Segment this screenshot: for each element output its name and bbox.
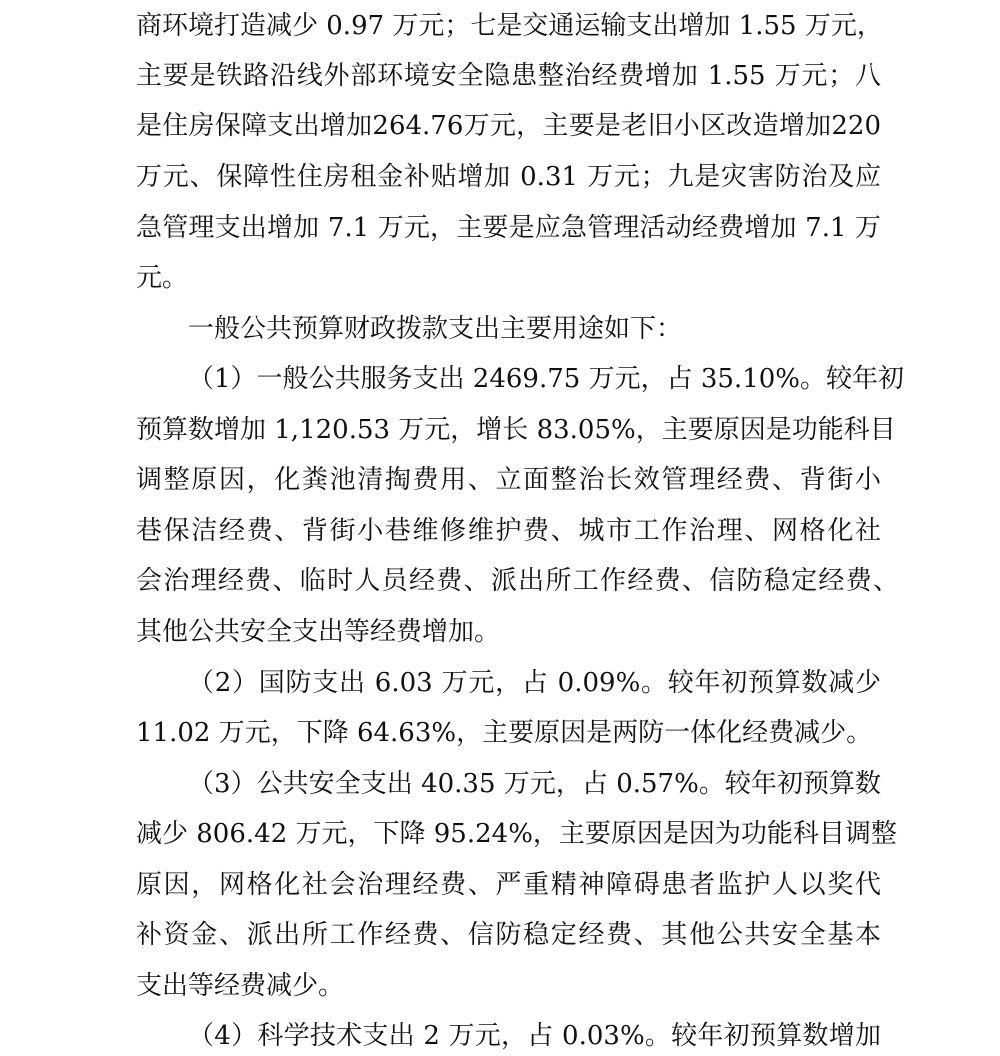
text-line: 减少 806.42 万元，下降 95.24%，主要原因是因为功能科目调整 — [136, 819, 897, 849]
text-line: 其他公共安全支出等经费增加。 — [136, 617, 501, 647]
text-line: 调整原因，化粪池清掏费用、立面整治长效管理经费、背街小 — [136, 465, 881, 495]
text-line: 急管理支出增加 7.1 万元，主要是应急管理活动经费增加 7.1 万 — [136, 213, 881, 243]
text-line: （2）国防支出 6.03 万元，占 0.09%。较年初预算数减少 — [188, 668, 881, 698]
text-line: 11.02 万元，下降 64.63%，主要原因是两防一体化经费减少。 — [136, 718, 873, 748]
text-line: 巷保洁经费、背街小巷维修维护费、城市工作治理、网格化社 — [136, 516, 881, 546]
text-line: （3）公共安全支出 40.35 万元，占 0.57%。较年初预算数 — [188, 769, 881, 799]
text-line: 商环境打造减少 0.97 万元；七是交通运输支出增加 1.55 万元， — [136, 11, 883, 41]
text-line: 补资金、派出所工作经费、信防稳定经费、其他公共安全基本 — [136, 920, 881, 950]
text-line: （4）科学技术支出 2 万元，占 0.03%。较年初预算数增加 — [188, 1021, 881, 1051]
text-line: 原因，网格化社会治理经费、严重精神障碍患者监护人以奖代 — [136, 870, 881, 900]
text-line: 是住房保障支出增加264.76万元，主要是老旧小区改造增加220 — [136, 111, 881, 141]
text-line: （1）一般公共服务支出 2469.75 万元，占 35.10%。较年初 — [188, 364, 904, 394]
text-line: 会治理经费、临时人员经费、派出所工作经费、信防稳定经费、 — [136, 566, 899, 596]
section-heading: 一般公共预算财政拨款支出主要用途如下： — [188, 314, 683, 344]
text-line: 支出等经费减少。 — [136, 971, 345, 1001]
text-line: 预算数增加 1,120.53 万元，增长 83.05%，主要原因是功能科目 — [136, 415, 896, 445]
text-line: 主要是铁路沿线外部环境安全隐患整治经费增加 1.55 万元；八 — [136, 61, 881, 91]
text-line: 万元、保障性住房租金补贴增加 0.31 万元；九是灾害防治及应 — [136, 162, 881, 192]
text-line: 元。 — [136, 263, 189, 293]
